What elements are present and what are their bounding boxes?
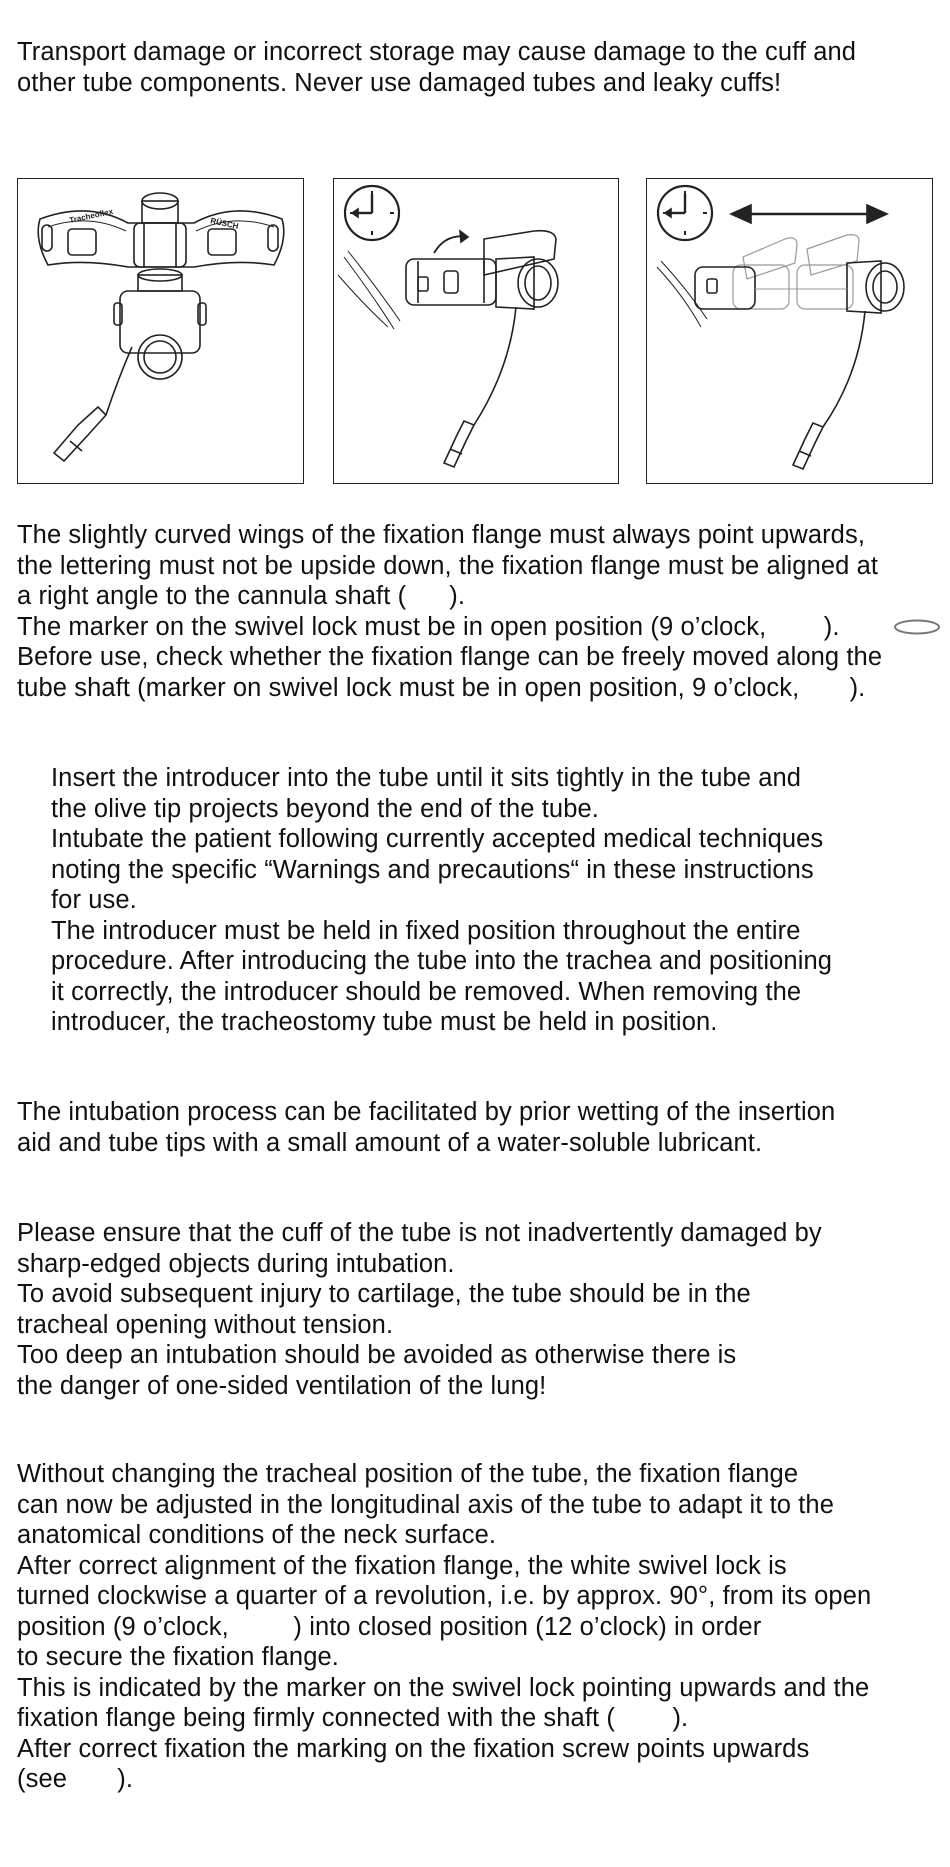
- figure-flange-front: [17, 178, 304, 484]
- flange-line: The slightly curved wings of the fixation flange must always point upwards,: [17, 521, 866, 549]
- cuff-line: Too deep an intubation should be avoided as otherwise there is: [17, 1341, 737, 1369]
- adjust-paragraph: [17, 1459, 871, 1795]
- adjust-line: This is indicated by the marker on the swivel lock pointing upwards and the: [17, 1673, 870, 1702]
- flange-front-illustration: [18, 179, 303, 483]
- flange-line: a right angle to the cannula shaft ( ).: [17, 582, 466, 610]
- introducer-line: procedure. After introducing the tube into the trachea and positioning: [51, 947, 833, 975]
- cuff-line: To avoid subsequent injury to cartilage, the tube should be in the: [17, 1280, 751, 1308]
- introducer-line: for use.: [51, 886, 137, 914]
- lubricant-line: The intubation process can be facilitated by prior wetting of the insertion: [17, 1098, 836, 1126]
- intro-line: other tube components. Never use damaged tubes and leaky cuffs!: [17, 68, 782, 97]
- reference-ellipse-icon: [892, 618, 942, 636]
- adjust-line: anatomical conditions of the neck surface.: [17, 1521, 497, 1549]
- adjust-line: position (9 o’clock, ) into closed position (12 o’clock) in order: [17, 1612, 762, 1641]
- introducer-line: the olive tip projects beyond the end of the tube.: [51, 794, 599, 823]
- introducer-line: it correctly, the introducer should be removed. When removing the: [51, 977, 802, 1006]
- adjust-line: to secure the fixation flange.: [17, 1643, 339, 1671]
- adjust-line: fixation flange being firmly connected with the shaft ( ).: [17, 1704, 689, 1732]
- brand-right-label: RÜSCH: [209, 216, 240, 231]
- cuff-line: sharp-edged objects during intubation.: [17, 1249, 455, 1278]
- flange-line: Before use, check whether the fixation flange can be freely moved along the: [17, 643, 883, 671]
- flange-line: tube shaft (marker on swivel lock must be in open position, 9 o’clock, ).: [17, 673, 866, 702]
- swivel-open-illustration: [334, 179, 618, 483]
- introducer-line: noting the specific “Warnings and precautions“ in these instructions: [51, 855, 814, 884]
- introducer-line: Intubate the patient following currently accepted medical techniques: [51, 825, 824, 853]
- flange-paragraph: [17, 520, 882, 703]
- cuff-line: the danger of one-sided ventilation of the lung!: [17, 1371, 547, 1400]
- double-arrow-icon: [731, 205, 887, 223]
- clock-9-oclock-icon: [345, 186, 399, 240]
- introducer-line: Insert the introducer into the tube until it sits tightly in the tube and: [51, 764, 802, 792]
- clock-9-oclock-icon: [658, 186, 712, 240]
- adjust-line: can now be adjusted in the longitudinal axis of the tube to adapt it to the: [17, 1490, 834, 1519]
- introducer-line: introducer, the tracheostomy tube must be held in position.: [51, 1008, 718, 1036]
- introducer-line: The introducer must be held in fixed position throughout the entire: [51, 916, 801, 945]
- adjust-line: After correct fixation the marking on the fixation screw points upwards: [17, 1734, 810, 1763]
- brand-left-label: Tracheoflex: [68, 206, 114, 225]
- adjust-line: (see ).: [17, 1765, 134, 1793]
- intro-line: Transport damage or incorrect storage may cause damage to the cuff and: [17, 38, 857, 66]
- cuff-paragraph: [17, 1218, 822, 1401]
- lubricant-paragraph: [17, 1097, 835, 1158]
- cuff-line: tracheal opening without tension.: [17, 1310, 394, 1339]
- lubricant-line: aid and tube tips with a small amount of a water-soluble lubricant.: [17, 1128, 763, 1157]
- introducer-paragraph: [51, 763, 832, 1038]
- flange-sliding-illustration: [647, 179, 932, 483]
- adjust-line: turned clockwise a quarter of a revolution, i.e. by approx. 90°, from its open: [17, 1582, 872, 1610]
- flange-line: the lettering must not be upside down, the fixation flange must be aligned at: [17, 551, 879, 580]
- adjust-line: Without changing the tracheal position of the tube, the fixation flange: [17, 1460, 799, 1488]
- flange-line: The marker on the swivel lock must be in open position (9 o’clock, ).: [17, 612, 840, 641]
- figure-swivel-open: [333, 178, 619, 484]
- cuff-line: Please ensure that the cuff of the tube is not inadvertently damaged by: [17, 1219, 822, 1247]
- figure-flange-sliding: [646, 178, 933, 484]
- intro-paragraph: [17, 37, 856, 98]
- adjust-line: After correct alignment of the fixation flange, the white swivel lock is: [17, 1551, 787, 1580]
